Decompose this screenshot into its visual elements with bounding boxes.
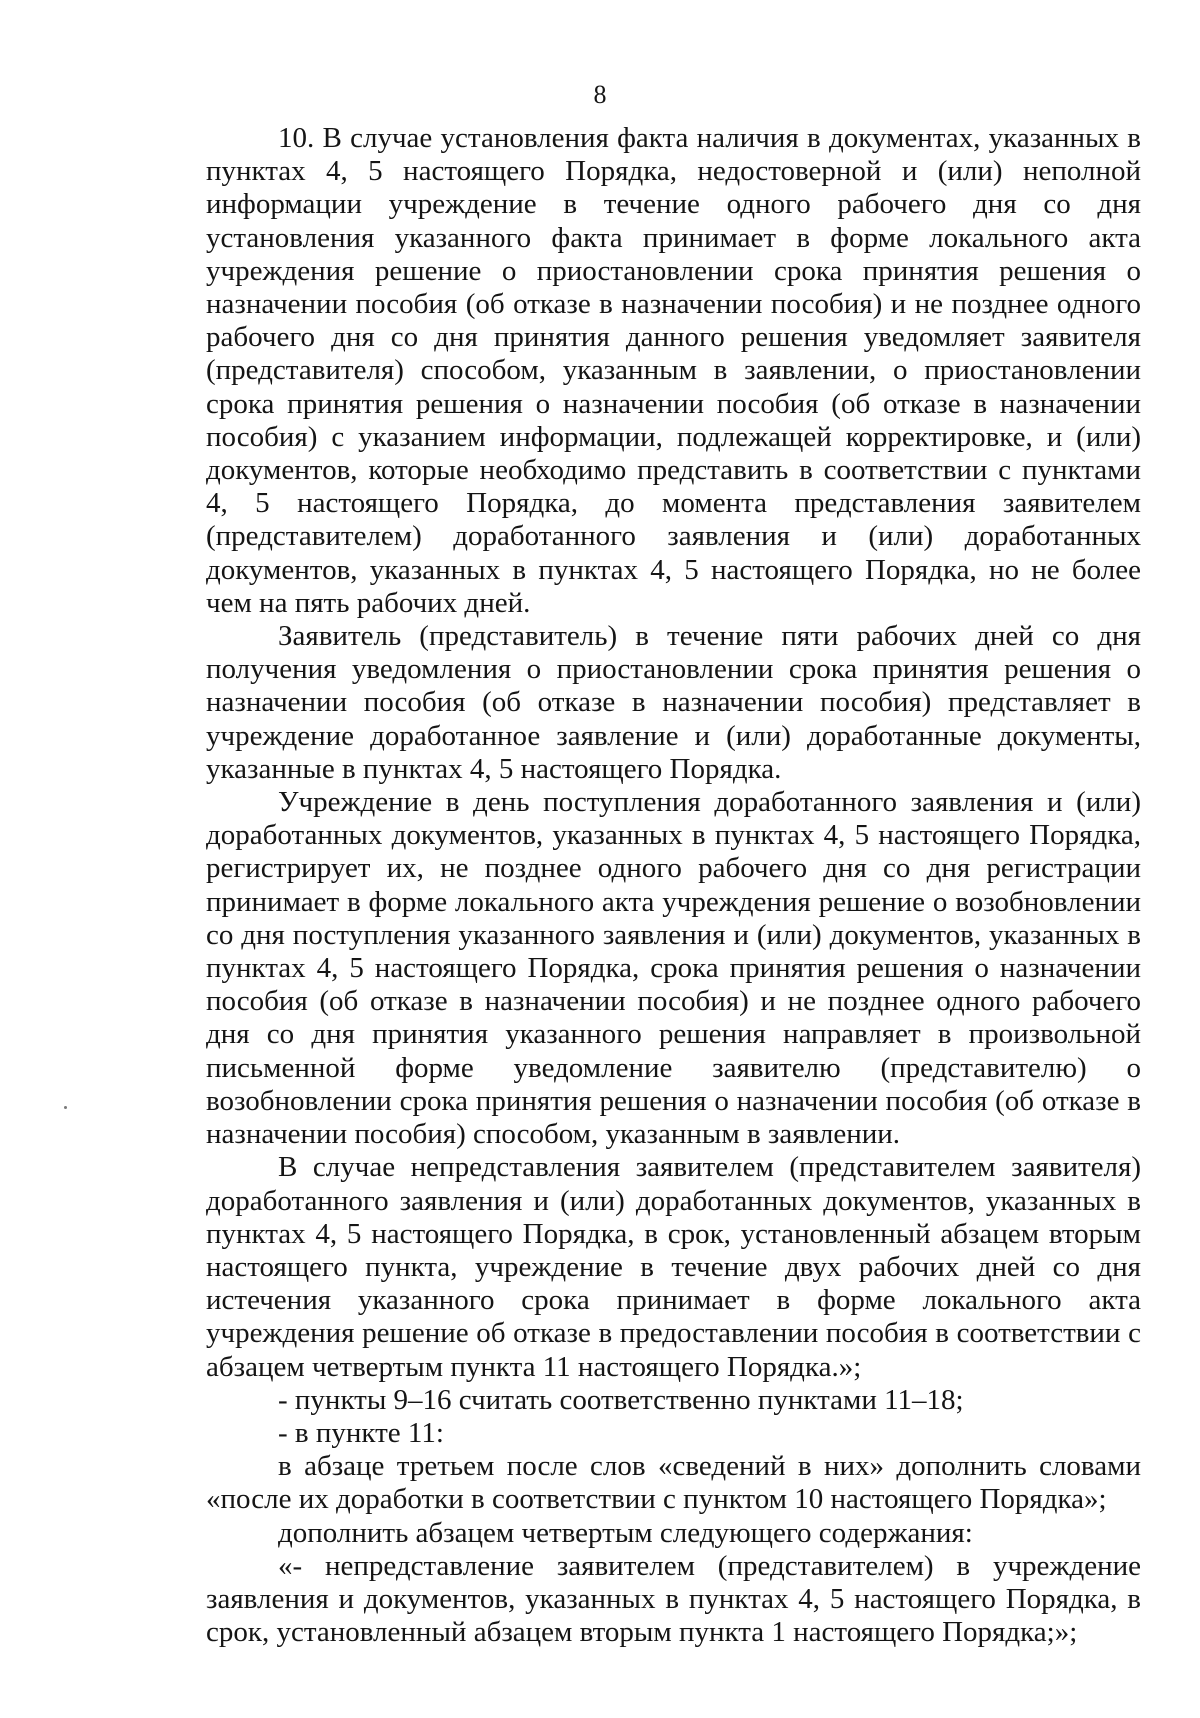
page-number: 8 [593,80,607,109]
paragraph-add-fourth: дополнить абзацем четвертым следующего содержания: [278,1516,973,1549]
paragraph-item-10: 10. В случае установления факта наличия в документах, указанных в пунктах 4, 5 настоящего Порядка, недостоверной и (или) неполной информации учреждение в течение одного рабочего дня со дня установления указанного факта принимает в форме локального акта учреждения решение о приостановлении срока принятия решения о назначении пособия (об отказе в назначении пособия) и не позднее одного рабочего дня со дня принятия данного решения уведомляет заявителя (представителя) способом, указанным в заявлении, о приостановлении срока принятия решения о назначении пособия (об отказе в назначении пособия) с указанием информации, подлежащей корректировке, и (или) документов, которые необходимо представить в соответствии с пунктами 4, 5 настоящего Порядка, до момента представления заявителем (представителем) доработанного заявления и (или) доработанных документов, указанных в пунктах 4, 5 настоящего Порядка, но не более чем на пять рабочих дней. [206,122,1141,619]
scan-speck [64,1106,67,1109]
paragraph-applicant-deadline: Заявитель (представитель) в течение пяти рабочих дней со дня получения уведомления о приостановлении срока принятия решения о назначении пособия (об отказе в назначении пособия) представляет в учреждение доработанное заявление и (или) доработанные документы, указанные в пунктах 4, 5 настоящего Порядка. [206,620,1141,785]
paragraph-non-submission: В случае непредставления заявителем (представителем заявителя) доработанного заявления и (или) доработанных документов, указанных в пунктах 4, 5 настоящего Порядка, в срок, установленный абзацем вторым настоящего пункта, учреждение в течение двух рабочих дней со дня истечения указанного срока принимает в форме локального акта учреждения решение об отказе в предоставлении пособия в соответствии с абзацем четвертым пункта 11 настоящего Порядка.»; [206,1151,1141,1383]
paragraph-third-subparagraph: в абзаце третьем после слов «сведений в них» дополнить словами «после их доработки в соответствии с пунктом 10 настоящего Порядка»; [206,1450,1141,1516]
paragraph-resumption: Учреждение в день поступления доработанного заявления и (или) доработанных документов, указанных в пунктах 4, 5 настоящего Порядка, регистрирует их, не позднее одного рабочего дня со дня регистрации принимает в форме локального акта учреждения решение о возобновлении со дня поступления указанного заявления и (или) документов, указанных в пунктах 4, 5 настоящего Порядка, срока принятия решения о назначении пособия (об отказе в назначении пособия) и не позднее одного рабочего дня со дня принятия указанного решения направляет в произвольной письменной форме уведомление заявителю (представителю) о возобновлении срока принятия решения о назначении пособия (об отказе в назначении пособия) способом, указанным в заявлении. [206,786,1141,1151]
document-body [206,122,1141,1649]
paragraph-renumbering: - пункты 9–16 считать соответственно пунктами 11–18; [278,1383,964,1416]
paragraph-item-11: - в пункте 11: [278,1416,444,1449]
paragraph-fourth-text: «- непредставление заявителем (представителем) в учреждение заявления и документов, указанных в пунктах 4, 5 настоящего Порядка, в срок, установленный абзацем вторым пункта 1 настоящего Порядка;»; [206,1549,1141,1649]
